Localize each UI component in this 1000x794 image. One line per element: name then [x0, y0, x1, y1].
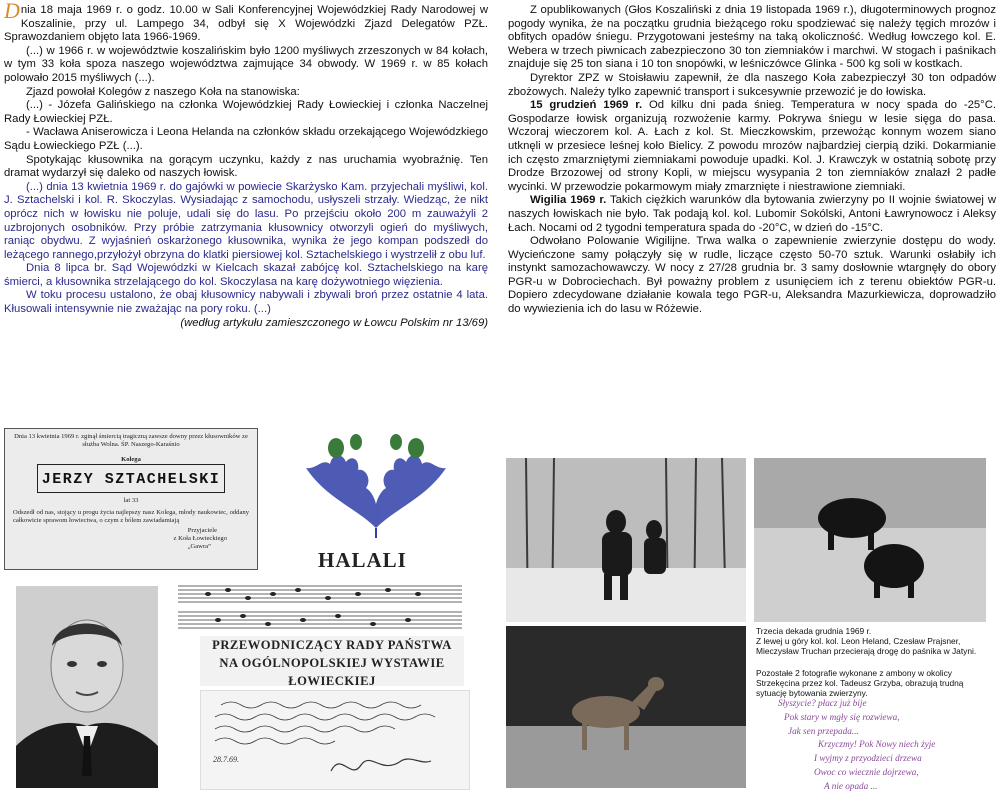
notice-sign-2: z Koła Łowieckiego	[173, 535, 227, 542]
handwriting-scribble	[201, 691, 469, 789]
poem-line-7: A nie opada ...	[824, 780, 878, 791]
photo-wild-boars	[754, 458, 986, 622]
portrait-photo	[16, 586, 158, 788]
poem-line-2: Pok stary w mgły się rozwiewa,	[784, 711, 900, 722]
paragraph-forecast: Z opublikowanych (Głos Koszaliński z dnia 19 listopada 1969 r.), długoterminowych prognoz pogody wynika, że na początku grudnia bieżącego roku spodziewać się należy tęgich mrozów i obfitych opadów śniegu. Przygotowani jesteśmy na taką okoliczność. Według łowczego kol. E. Webera w trzech piwnicach zabezpieczono 30 ton ziemniaków i marchwi. W stogach i paśnikach znajduje się 25 ton siana i 10 ton snopówki, w leśniczówce Glinka - 500 kg soli w kostkach.	[508, 4, 996, 71]
right-column	[508, 4, 996, 317]
paragraph-verdict: Dnia 8 lipca br. Sąd Wojewódzki w Kielcach skazał zabójcę kol. Sztachelskiego na karę śmierci, a kłusownika strzelającego do kol. Skoczylasa na karę dożywotniego więzienia.	[4, 262, 488, 288]
photo-caption-1	[756, 626, 996, 656]
paragraph-cancelled-hunt: Odwołano Polowanie Wigilijne. Trwa walka o zapewnienie zwierzynie dostępu do wody. Wycieńczone samy połączyły się w rudle, liczące często 50-70 sztuk. Warunki osłabiły ich instynkt samozachowawczy. W nocy z 27/28 grudnia br. 3 samy dosłownie wtargnęły do obory PGR-u w Dobrociechach. Był poważny problem z usunięciem ich z terenu obiektów PGR-u. Dopiero zdecydowane działanie kowala tego PGR-u, Aleksandra Mazurkiewicza, doprowadziło do wywiezienia ich do lasu w Różewie.	[508, 235, 996, 316]
caption-detail: Z lewej u góry kol. kol. Leon Heland, Czesław Prajsner, Mieczysław Truchan przecierają drogę do paśnika w Jatyni.	[756, 636, 977, 656]
paragraph-wigilia-text: Takich ciężkich warunków dla bytowania zwierzyny po II wojnie światowej w naszych łowiskach nie było. Tak podają kol. kol. Lubomir Sokólski, Antoni Ławrynowocz i Aleksy Łach. Nocami od 2 tygodni temperatura spada do -20°C, w dzień do -15°C.	[508, 194, 996, 234]
president-line-1: PRZEWODNICZĄCY RADY PAŃSTWA	[212, 638, 452, 652]
drop-cap: D	[4, 0, 20, 23]
poem-line-5: I wyjmy z przyodzieci drzewa	[814, 753, 922, 764]
notice-top-text: Dnia 13 kwietnia 1969 r. zginął śmiercią tragiczną zawsze downy przez kłusowników ze służba Wolna. ŚP. Naszego-Karaśnio	[14, 433, 248, 448]
handwritten-letter	[200, 690, 470, 790]
left-column	[4, 0, 488, 330]
paragraph-zpz: Dyrektor ZPZ w Stoisławiu zapewnił, że dla naszego Koła zabezpieczył 30 ton odpadów zbożowych. Należy tylko zapewnić transport i sukcesywnie przewozić je do łowiska.	[508, 71, 996, 98]
paragraph-appointment-aniserowicz: - Wacława Aniserowicza i Leona Helanda na członków składu orzekającego Wojewódzkiego Sądu Łowieckiego PZŁ (...).	[4, 126, 488, 152]
letter-date: 28.7.69.	[213, 755, 239, 764]
notice-sign-1: Przyjaciele	[187, 527, 217, 534]
paragraph-dec15-text: Od kilku dni pada śnieg. Temperatura w nocy spada do -25°C. Gospodarze łowisk organizują rozwożenie karmy. Pokrywa śniegu w lesie sięga do pasa. Wczoraj wieczorem kol. A. Łach z kol. St. Mieczkowskim, przewożąc konnym wozem siano utknęli w przesiece leśnej koło Bielicy. Z powodu mrozów najbardziej cierpią dziki. Dokarmianie ich często zmarzniętymi ziemniakami powoduje upadki. Kol. J. Krawczyk w ostatnią sobotę przy Drodze Brzozowej od strony Kopli, w miejscu wysypania 2 ton ziemniaków znalazł 2 padłe wycinki. W przewodzie pokarmowym miały zmarznięte i niestrawione ziemniaki.	[508, 99, 996, 193]
obituary-notice	[4, 428, 258, 570]
paragraph-zjazd-text: nia 18 maja 1969 r. o godz. 10.00 w Sali Konferencyjnej Wojewódzkiej Rady Narodowej w Koszalinie, przy ul. Lampego 34, odbył się X Wojewódzki Zjazd Delegatów PZŁ. Sprawozdaniem objęto lata 1966-1969.	[4, 4, 488, 44]
notice-body: Odszedł od nas, stojący u progu życia najlepszy nasz Kolega, młody naukowiec, oddany całkowicie sprawom łowiectwa, o czym z bólem zawiadamiają	[13, 509, 249, 524]
music-staff	[178, 580, 462, 634]
poem	[778, 697, 935, 794]
source-reference: (według artykułu zamieszczonego w Łowcu Polskim nr 13/69)	[180, 316, 488, 329]
paragraph-statistics: (...) w 1966 r. w województwie koszalińskim było 1200 myśliwych zrzeszonych w 84 kołach, w tym 33 koła spoza naszego województwa zajmujące 34 obwody. W 1969 r. w 85 kołach polowało 2015 myśliwych (...).	[4, 44, 488, 84]
poem-line-1: Słyszycie? płacz już bije	[778, 698, 867, 708]
date-dec15: 15 grudzień 1969 r.	[530, 99, 643, 112]
notice-sign-3: „Gawra”	[187, 543, 211, 550]
photo-caption-2: Pozostałe 2 fotografie wykonane z ambony w okolicy Strzekęcina przez kol. Tadeusz Grzyba, obrazują trudną sytuację bytowania zwierzyny.	[756, 668, 964, 698]
caption-title: Trzecia dekada grudnia 1969 r.	[756, 626, 872, 636]
notice-role: Kolega	[121, 456, 141, 463]
poem-line-6: Owoc co wiecznie dojrzewa,	[814, 766, 919, 777]
poem-line-3: Jak sen przepada...	[788, 725, 859, 736]
paragraph-wigilia	[508, 194, 996, 235]
president-line-2: NA OGÓLNOPOLSKIEJ WYSTAWIE ŁOWIECKIEJ	[219, 656, 445, 688]
photo-hunters-in-snow	[506, 458, 746, 622]
paragraph-zjazd	[4, 0, 488, 45]
paragraph-dec15	[508, 99, 996, 194]
date-wigilia: Wigilia 1969 r.	[530, 194, 607, 207]
notice-age: lat 33	[123, 497, 139, 504]
paragraph-appointment-galinski: (...) - Józefa Galińskiego na członka Wojewódzkiej Rady Łowieckiej i członka Naczelnej Rady Łowieckiej PZŁ.	[4, 99, 488, 125]
paragraph-poacher-intro: Spotykając kłusownika na gorącym uczynku, każdy z nas uruchamia wyobraźnię. Ten dramat wydarzył się daleko od naszych łowisk.	[4, 153, 488, 180]
paragraph-trial: W toku procesu ustalono, że obaj kłusownicy nabywali i zbywali broń przez ostatnie 4 lata. Kłusowali intensywnie nie zważając na pory roku. (...)	[4, 289, 488, 316]
photo-deer-in-snow	[506, 626, 746, 788]
oak-leaves-ornament	[296, 428, 456, 540]
notice-name: JERZY SZTACHELSKI	[41, 471, 221, 488]
paragraph-appointments-intro: Zjazd powołał Kolegów z naszego Koła na stanowiska:	[26, 85, 300, 98]
paragraph-incident: (...) dnia 13 kwietnia 1969 r. do gajówki w powiecie Skarżysko Kam. przyjechali myśliwi, kol. J. Sztachelski i kol. R. Skoczylas. Wysiadając z samochodu, usłyszeli strzały. Wiedząc, że nikt oprócz nich w łowisku nie poluje, udali się do lasu. Po przejściu około 200 m zauważyli 2 uzbrojonych osobników. Przy próbie zatrzymania kłusownicy otworzyli ogień do myśliwych, raniąc obydwu. Z wyjaśnień oskarżonego kłusownika, wynika że jego kompan podszedł do leżącego rannego,przyłożył obrzyna do klatki piersiowej kol. Sztachelskiego i wystrzelił z obu luf.	[4, 180, 488, 261]
poem-line-4: Krzyczmy! Pok Nowy niech żyje	[818, 739, 936, 750]
president-caption	[200, 636, 464, 686]
halali-title: HALALI	[318, 548, 407, 572]
